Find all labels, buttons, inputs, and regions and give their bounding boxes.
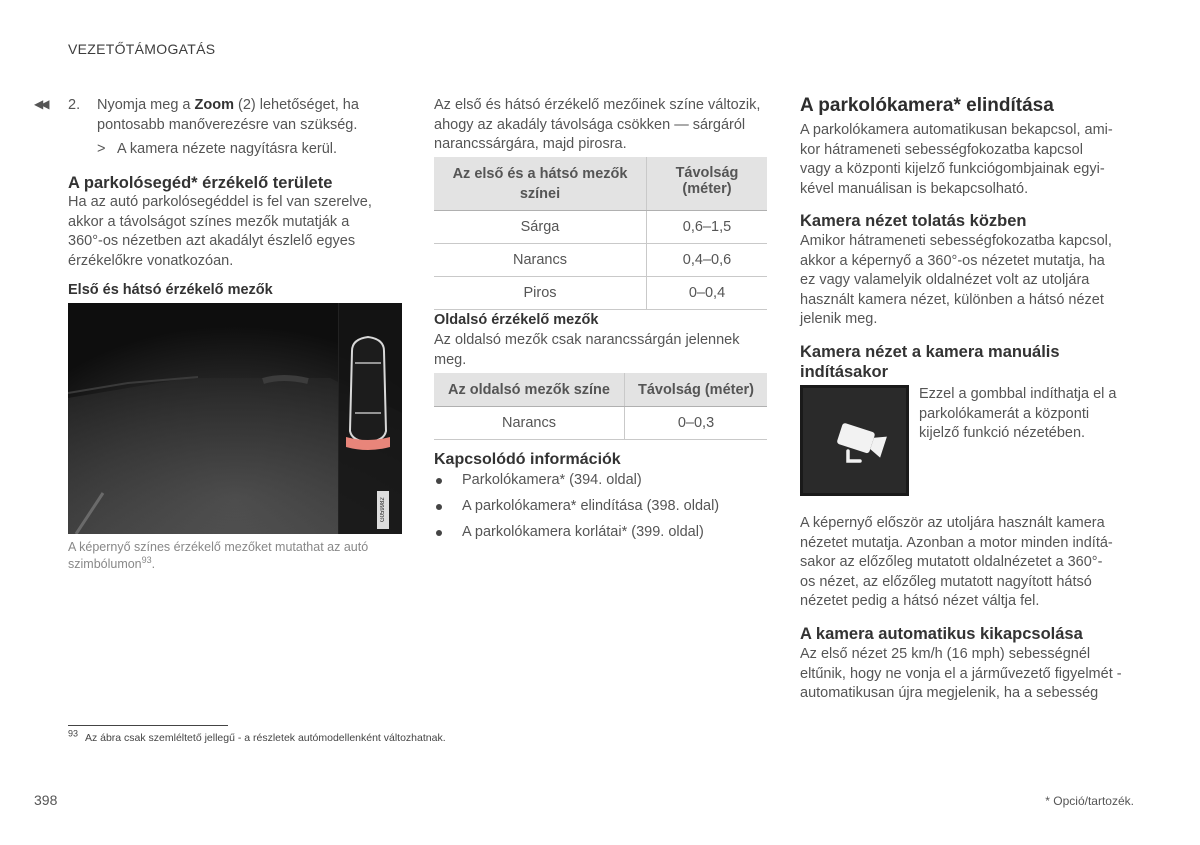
p4-line: automatikusan újra megjelenik, ha a sebesség [800,685,1099,701]
related-link[interactable] [434,498,774,524]
table-header-distance: Távolság (méter) [647,157,768,211]
footnote-text: Az ábra csak szemléltető jellegű - a részletek autómodellenként változhatnak. [84,732,446,744]
para-line: 360°-os nézetben azt akadályt észlelő egyes [68,233,356,249]
related-info-title: Kapcsolódó információk [434,451,621,468]
intro-line: narancssárgára, majd pirosra. [434,136,627,152]
p2-line: Amikor hátrameneti sebességfokozatba kapcsol, [800,233,1112,249]
table-cell: 0,6–1,5 [647,211,768,244]
icon-text-line: kijelző funkció nézetében. [919,425,1086,441]
side-distance-table [434,373,767,440]
related-link-text[interactable]: A parkolókamera* elindítása (398. oldal) [462,498,720,514]
para-line: akkor a távolságot színes mezők mutatják a [68,213,350,230]
table-row [434,211,767,244]
heading-line: Kamera nézet a kamera manuális [800,343,1060,361]
heading-auto-off: A kamera automatikus kikapcsolása [800,625,1083,643]
footnote-ref[interactable]: 93 [141,554,152,565]
p2-line: akkor a képernyő a 360°-os nézetet mutatja, ha [800,252,1105,269]
subtitle-front-rear-fields: Első és hátsó érzékelő mezők [68,282,273,298]
table-cell: Piros [434,277,647,310]
auto-off-paragraph [800,645,1145,704]
related-link-text[interactable]: Parkolókamera* (394. oldal) [462,472,642,488]
front-rear-distance-table [434,157,767,310]
side-line: Az oldalsó mezők csak narancssárgán jelennek [434,332,740,348]
p3-line: sakor az előzőleg mutatott oldalnézetet a 360°- [800,554,1103,570]
caption-end: . [151,557,156,571]
header-line: színei [519,185,561,202]
p1-line: A parkolókamera automatikusan bekapcsol, ami- [800,122,1113,138]
step-text [97,96,417,135]
icon-text-line: Ezzel a gombbal indíthatja el a [919,386,1117,402]
related-link[interactable] [434,472,774,498]
image-caption [68,539,408,573]
icon-text-line: parkolókamerát a központi [919,405,1090,422]
result-text: A kamera nézete nagyításra kerül. [117,141,338,157]
footnote-divider [68,725,228,726]
p3-line: nézetet pedig a hátsó nézet váltja fel. [800,593,1040,609]
caption-line-1: A képernyő színes érzékelő mezőket mutathat az autó [68,540,369,554]
heading-manual-view [800,342,1060,382]
table-row [434,277,767,310]
related-link-text[interactable]: A parkolókamera korlátai* (399. oldal) [462,524,704,540]
step-number: 2. [68,97,81,113]
manual-view-paragraph [800,514,1145,612]
caption-line-2 [68,556,408,573]
image-id-label: G059982 [380,497,386,523]
section-title-parking-sensor: A parkolósegéd* érzékelő területe [68,174,333,192]
table-cell: Narancs [434,244,647,277]
table-header-colors [434,157,647,211]
step-line-2: pontosabb manőverezésre van szükség. [97,116,358,133]
zoom-label: Zoom [194,97,234,113]
parking-sensor-paragraph [68,193,408,271]
table-row [434,244,767,277]
table-header-side-distance: Távolság (méter) [625,373,768,407]
page-header: VEZETŐTÁMOGATÁS [68,41,216,57]
camera-start-paragraph [800,121,1140,199]
reverse-view-paragraph [800,232,1145,330]
table-cell: Sárga [434,211,647,244]
camera-view-image [68,303,402,534]
para-line: Ha az autó parkolósegéddel is fel van szerelve, [68,194,372,210]
camera-icon [800,385,909,496]
page-number: 398 [34,792,58,808]
para-line: érzékelőkre vonatkozóan. [68,252,234,269]
p2-line: ez vagy valamelyik oldalnézet volt az utoljára [800,272,1090,288]
related-links-list [434,472,774,550]
camera-button-tile[interactable] [800,385,909,496]
table-row [434,407,767,440]
side-fields-paragraph [434,331,779,370]
header-line: Az első és a hátsó mezők [452,165,628,182]
side-fields-title: Oldalsó érzékelő mezők [434,312,599,328]
section-title-camera-start: A parkolókamera* elindítása [800,95,1054,116]
caption-text: szimbólumon [68,557,142,571]
bullet-icon [436,504,442,510]
p2-line: használt kamera nézet, különben a hátsó nézet [800,291,1104,308]
p2-line: jelenik meg. [800,311,878,327]
p1-line: kor hátrameneti sebességfokozatba kapcsol [800,141,1083,158]
side-line: meg. [434,351,467,368]
heading-reverse-view: Kamera nézet tolatás közben [800,212,1027,230]
related-link[interactable] [434,524,774,550]
p3-line: nézetet mutatja. Azonban a motor minden indítá- [800,534,1113,551]
intro-line: Az első és hátsó érzékelő mezőinek színe változik, [434,97,761,113]
heading-line: indításakor [800,363,889,381]
step-text-1: Nyomja meg a [97,97,195,113]
footnote-number: 93 [68,728,79,739]
bullet-icon [436,478,442,484]
p1-line: vagy a központi kijelző funkciógombjainak egyi- [800,161,1105,177]
table-cell: Narancs [434,407,625,440]
p3-line: A képernyő először az utoljára használt kamera [800,515,1105,531]
p4-line: eltűnik, hogy ne vonja el a járművezető figyelmét - [800,665,1122,682]
p3-line: os nézet, az előzőleg mutatott nagyított hátsó [800,573,1092,590]
back-arrows-icon[interactable]: ◀◀ [34,97,47,111]
p4-line: Az első nézet 25 km/h (16 mph) sebességnél [800,646,1091,662]
table-cell: 0–0,4 [647,277,768,310]
option-note: * Opció/tartozék. [1045,794,1134,808]
step-text-2: (2) lehetőséget, ha [233,97,359,113]
camera-button-description [919,385,1149,444]
table-header-side-color: Az oldalsó mezők színe [434,373,625,407]
table-cell: 0–0,3 [625,407,768,440]
table-cell: 0,4–0,6 [647,244,768,277]
color-intro-paragraph [434,96,779,155]
p1-line: kével manuálisan is bekapcsolható. [800,180,1029,197]
footnote [68,728,446,744]
bullet-icon [436,530,442,536]
result-arrow: > [97,141,106,157]
intro-line: ahogy az akadály távolsága csökken — sárgáról [434,116,746,133]
